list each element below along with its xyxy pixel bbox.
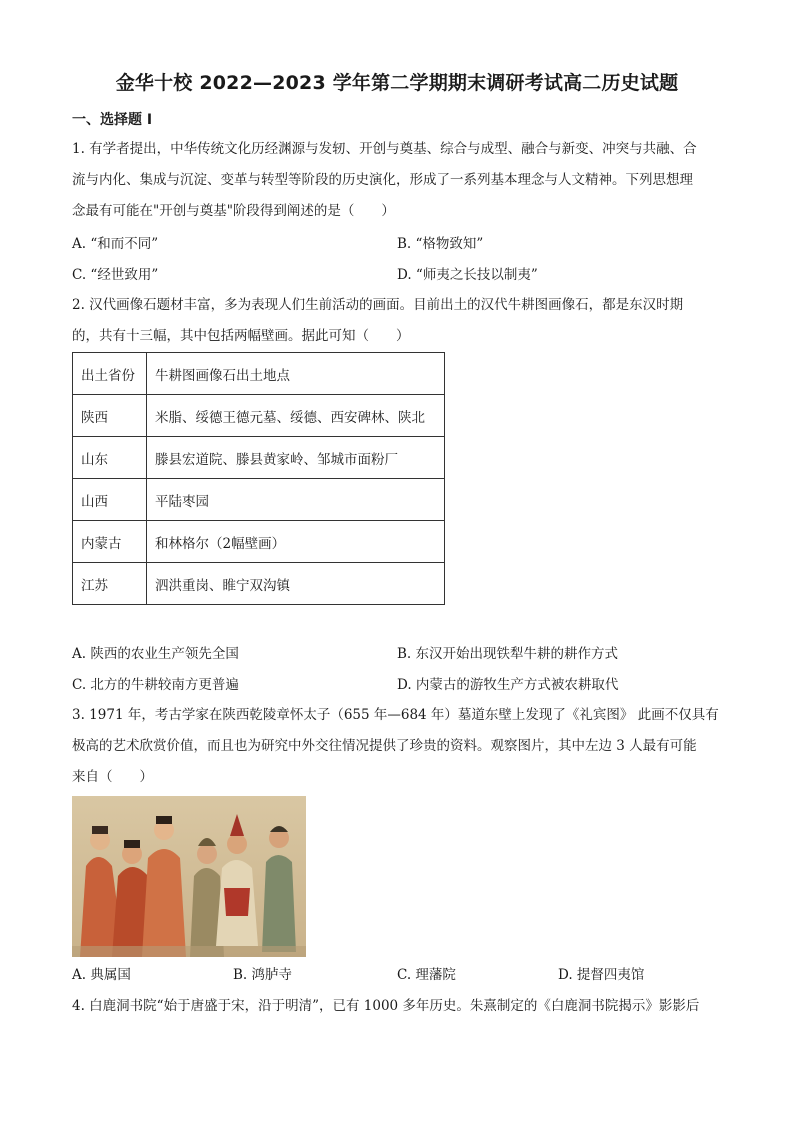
question-1-option-b[interactable]: B. “格物致知” — [397, 236, 484, 252]
question-1-option-c[interactable]: C. “经世致用” — [72, 267, 159, 283]
table-cell: 平陆枣园 — [147, 479, 445, 521]
question-2-option-b[interactable]: B. 东汉开始出现铁犁牛耕的耕作方式 — [397, 646, 619, 662]
table-row — [73, 521, 445, 563]
question-3-option-b[interactable]: B. 鸿胪寺 — [233, 967, 293, 983]
question-3-line-1: 3. 1971 年，考古学家在陕西乾陵章怀太子（655 年—684 年）墓道东壁上发现了《礼宾图》 此画不仅具有 — [72, 707, 719, 723]
table-cell: 山西 — [73, 479, 147, 521]
question-3-line-3: 来自（ ） — [72, 769, 153, 785]
question-2-option-c[interactable]: C. 北方的牛耕较南方更普遍 — [72, 677, 239, 693]
question-4-stem — [72, 991, 722, 1022]
table-cell: 和林格尔（2幅壁画） — [147, 521, 445, 563]
question-3-option-a[interactable]: A. 典属国 — [72, 967, 131, 983]
table-cell: 山东 — [73, 437, 147, 479]
table-row — [73, 563, 445, 605]
table-cell: 陕西 — [73, 395, 147, 437]
table-header-cell: 出土省份 — [73, 353, 147, 395]
question-4-line-1: 4. 白鹿洞书院“始于唐盛于宋，沿于明清”，已有 1000 多年历史。朱熹制定的《白鹿洞书院揭示》影影后 — [72, 998, 700, 1014]
table-cell: 内蒙古 — [73, 521, 147, 563]
ambassador-mural-image — [72, 796, 306, 957]
table-row — [73, 437, 445, 479]
table-row — [73, 395, 445, 437]
question-1-option-d[interactable]: D. “师夷之长技以制夷” — [397, 267, 538, 283]
section-heading: 一、选择题 I — [72, 112, 153, 128]
question-3-option-c[interactable]: C. 理藩院 — [397, 967, 456, 983]
table-cell: 米脂、绥德王德元墓、绥德、西安碑林、陕北 — [147, 395, 445, 437]
table-cell: 滕县宏道院、滕县黄家岭、邹城市面粉厂 — [147, 437, 445, 479]
question-2-stem — [72, 290, 722, 352]
table-header-row — [73, 353, 445, 395]
table-row — [73, 479, 445, 521]
table-cell: 泗洪重岗、睢宁双沟镇 — [147, 563, 445, 605]
page-title: 金华十校 2022—2023 学年第二学期期末调研考试高二历史试题 — [115, 72, 679, 94]
question-1-line-2: 流与内化、集成与沉淀、变革与转型等阶段的历史演化，形成了一系列基本理念与人文精神。下列思想理 — [72, 172, 693, 188]
question-3-line-2: 极高的艺术欣赏价值，而且也为研究中外交往情况提供了珍贵的资料。观察图片，其中左边 3 人最有可能 — [72, 738, 697, 754]
question-1-line-1: 1. 有学者提出，中华传统文化历经渊源与发轫、开创与奠基、综合与成型、融合与新变、冲突与共融、合 — [72, 141, 697, 157]
question-1-line-3: 念最有可能在"开创与奠基"阶段得到阐述的是（ ） — [72, 203, 395, 219]
question-2-line-1: 2. 汉代画像石题材丰富，多为表现人们生前活动的画面。目前出土的汉代牛耕图画像石，都是东汉时期 — [72, 297, 684, 313]
question-2-option-d[interactable]: D. 内蒙古的游牧生产方式被农耕取代 — [397, 677, 619, 693]
table-cell: 江苏 — [73, 563, 147, 605]
question-2-line-2: 的，共有十三幅，其中包括两幅壁画。据此可知（ ） — [72, 328, 410, 344]
excavation-table — [72, 352, 445, 605]
question-1-stem — [72, 134, 722, 227]
question-3-option-d[interactable]: D. 提督四夷馆 — [558, 967, 645, 983]
question-3-stem — [72, 700, 722, 793]
question-2-option-a[interactable]: A. 陕西的农业生产领先全国 — [72, 646, 239, 662]
question-1-option-a[interactable]: A. “和而不同” — [72, 236, 159, 252]
table-header-cell: 牛耕图画像石出土地点 — [147, 353, 445, 395]
